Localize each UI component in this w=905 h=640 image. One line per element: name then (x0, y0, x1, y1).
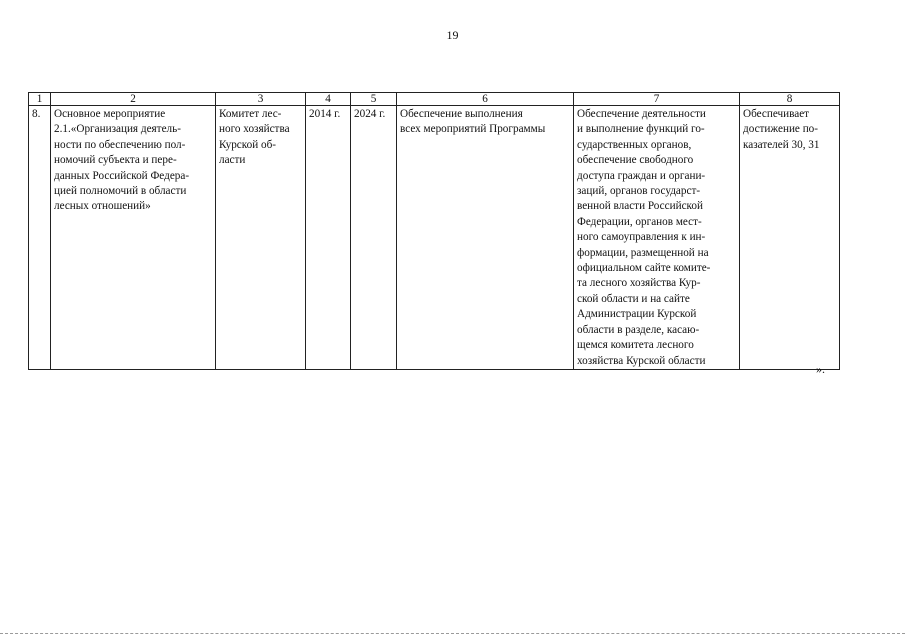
event-name-line: Основное мероприятие (54, 108, 166, 120)
description-line: ской области и на сайте (577, 292, 690, 305)
description-line: Федерации, органов мест- (577, 215, 702, 228)
expected-result-line: Обеспечение выполнения (400, 108, 523, 120)
column-header: 2 (51, 93, 216, 106)
indicators-cell (740, 106, 840, 370)
event-name-line: данных Российской Федера- (54, 169, 190, 182)
indicators-line: казателей 30, 31 (743, 138, 820, 151)
event-name-line: цией полномочий в области (54, 185, 187, 198)
program-measures-table (28, 92, 840, 370)
column-header: 1 (29, 93, 51, 106)
column-header: 6 (397, 93, 574, 106)
description-line: и выполнение функций го- (577, 123, 705, 136)
description-line: сударственных органов, (577, 138, 692, 151)
table-row (29, 106, 840, 370)
row-number: 8. (29, 106, 51, 370)
expected-result-line: всех мероприятий Программы (400, 123, 546, 136)
description-line: заций, органов государст- (577, 185, 701, 198)
event-name-line: ности по обеспечению пол- (54, 138, 186, 151)
end-year-cell: 2024 г. (351, 106, 397, 370)
scan-edge-line (0, 633, 905, 634)
description-line: хозяйства Курской области (577, 354, 706, 367)
event-name-line: 2.1.«Организация деятель- (54, 123, 181, 136)
description-line: щемся комитета лесного (577, 339, 694, 352)
column-number-row (29, 93, 840, 106)
executor-cell (216, 106, 306, 370)
closing-quote-mark: ». (816, 362, 825, 376)
event-name-line: номочий субъекта и пере- (54, 154, 177, 167)
column-header: 7 (574, 93, 740, 106)
description-line: обеспечение свободного (577, 154, 694, 167)
column-header: 4 (306, 93, 351, 106)
executor-line: ного хозяйства (219, 123, 290, 136)
description-line: ного самоуправления к ин- (577, 231, 706, 244)
description-cell (574, 106, 740, 370)
event-name-cell (51, 106, 216, 370)
description-line: венной власти Российской (577, 200, 703, 213)
executor-line: Курской об- (219, 138, 277, 151)
executor-line: ласти (219, 154, 246, 167)
indicators-line: Обеспечивает (743, 108, 810, 120)
column-header: 8 (740, 93, 840, 106)
description-line: области в разделе, касаю- (577, 323, 700, 336)
column-header: 5 (351, 93, 397, 106)
description-line: доступа граждан и органи- (577, 169, 706, 182)
start-year-cell: 2014 г. (306, 106, 351, 370)
description-line: Администрации Курской (577, 308, 697, 321)
indicators-line: достижение по- (743, 123, 818, 136)
column-header: 3 (216, 93, 306, 106)
expected-result-cell (397, 106, 574, 370)
description-line: формации, размещенной на (577, 246, 709, 259)
executor-line: Комитет лес- (219, 108, 282, 120)
description-line: Обеспечение деятельности (577, 108, 706, 120)
description-line: официальном сайте комите- (577, 262, 711, 275)
page-number: 19 (446, 28, 459, 42)
description-line: та лесного хозяйства Кур- (577, 277, 701, 290)
event-name-line: лесных отношений» (54, 200, 151, 213)
